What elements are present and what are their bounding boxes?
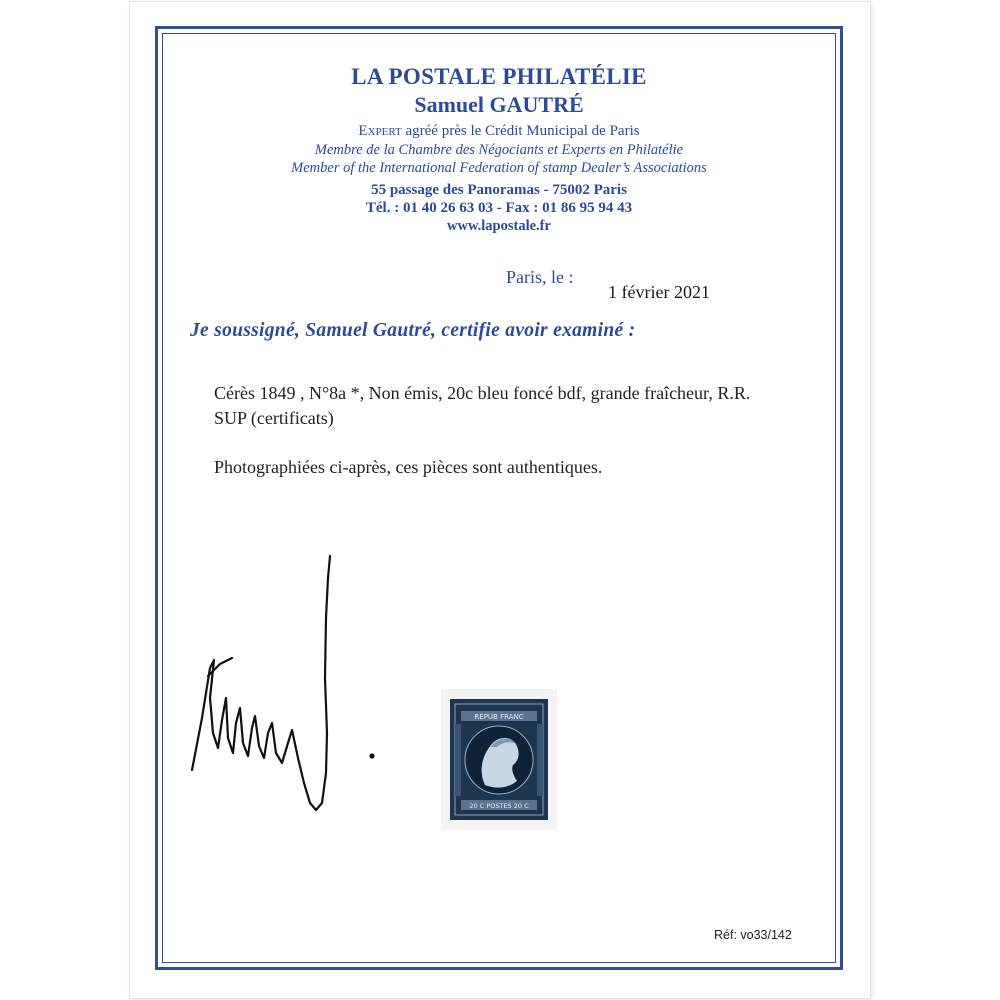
handwritten-signature — [180, 548, 400, 838]
ceres-stamp-image — [441, 689, 557, 830]
stamp-bottom-text: 20 C POSTES 20 C — [469, 802, 529, 810]
certificate-date: 1 février 2021 — [608, 282, 710, 302]
membership-french: Membre de la Chambre des Négociants et Experts en Philatélie — [314, 142, 684, 158]
company-title: LA POSTALE PHILATÉLIE — [351, 64, 647, 89]
place-label: Paris, le : — [506, 267, 574, 287]
company-address: 55 passage des Panoramas - 75002 Paris — [371, 182, 627, 198]
declaration-text: Je soussigné, Samuel Gautré, certifie avoir examiné : — [190, 320, 636, 341]
expert-credential — [162, 123, 836, 140]
expert-name: Samuel GAUTRÉ — [414, 92, 584, 117]
expert-word: Expert — [358, 123, 402, 139]
authenticity-statement: Photographiées ci-après, ces pièces sont authentiques. — [214, 457, 603, 477]
stamp-top-text: REPUB FRANC — [474, 713, 524, 721]
expert-credential-rest: agréé près le Crédit Municipal de Paris — [401, 123, 640, 139]
company-phone-fax: Tél. : 01 40 26 63 03 - Fax : 01 86 95 94 43 — [365, 200, 633, 216]
item-description: Cérès 1849 , N°8a *, Non émis, 20c bleu foncé bdf, grande fraîcheur, R.R. SUP (certificats) — [214, 383, 751, 428]
stamp-photo — [441, 689, 557, 830]
membership-english: Member of the International Federation of stamp Dealer’s Associations — [291, 160, 707, 176]
company-website: www.lapostale.fr — [447, 218, 551, 234]
reference-number: Réf: vo33/142 — [714, 928, 792, 942]
